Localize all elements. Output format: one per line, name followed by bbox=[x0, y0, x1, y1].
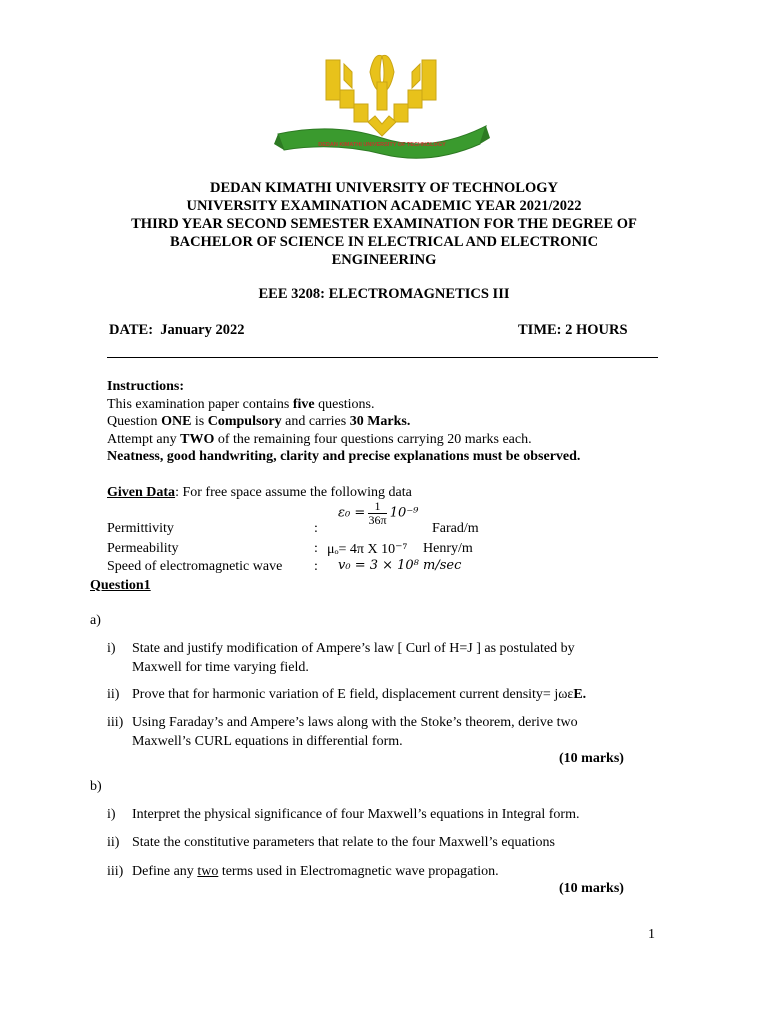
exam-title-line1: THIRD YEAR SECOND SEMESTER EXAMINATION FOR THE DEGREE OF bbox=[131, 216, 637, 232]
divider bbox=[107, 357, 658, 358]
exam-title-line3: ENGINEERING bbox=[331, 252, 437, 268]
speed-expression: v₀ = 3 × 10⁸ m/sec bbox=[338, 558, 462, 573]
exam-time: TIME: 2 HOURS bbox=[518, 322, 628, 338]
instruction-line-4: Neatness, good handwriting, clarity and precise explanations must be observed. bbox=[107, 449, 581, 464]
given-colon: : bbox=[314, 541, 318, 556]
question-item: i) State and justify modification of Ampere’s law [ Curl of H=J ] as postulated by Maxwell for time varying field. bbox=[107, 641, 575, 675]
university-logo bbox=[274, 52, 490, 168]
permittivity-unit: Farad/m bbox=[432, 521, 479, 536]
given-name: Permeability bbox=[107, 541, 179, 556]
given-data-intro bbox=[107, 485, 412, 501]
instructions-heading: Instructions: bbox=[107, 379, 185, 394]
question-1-title: Question1 bbox=[90, 578, 151, 593]
given-name: Permittivity bbox=[107, 521, 174, 536]
exam-header bbox=[0, 179, 768, 269]
exam-date bbox=[109, 322, 245, 339]
instruction-line-2: Question ONE is Compulsory and carries 30 Marks. bbox=[107, 414, 411, 429]
part-a-label: a) bbox=[90, 613, 101, 628]
question-item: iii) Using Faraday’s and Ampere’s laws along with the Stoke’s theorem, derive two Maxwell’s CURL equations in differential form. bbox=[107, 715, 578, 749]
part-b-label: b) bbox=[90, 779, 102, 794]
permeability-unit: Henry/m bbox=[423, 541, 473, 556]
question-item: iii) Define any two terms used in Electromagnetic wave propagation. bbox=[107, 864, 499, 879]
instructions bbox=[107, 378, 580, 466]
date-value: January 2022 bbox=[160, 322, 245, 338]
given-data-label: Given Data bbox=[107, 485, 176, 500]
permeability-expression: μₒ= 4π X 10⁻⁷ bbox=[327, 542, 408, 557]
logo-crest-icon bbox=[274, 52, 490, 168]
given-colon: : bbox=[314, 559, 318, 574]
page-number: 1 bbox=[648, 927, 655, 942]
given-row-permeability bbox=[107, 541, 179, 557]
instruction-line-3: Attempt any TWO of the remaining four questions carrying 20 marks each. bbox=[107, 431, 532, 447]
exam-title-line2: BACHELOR OF SCIENCE IN ELECTRICAL AND ELECTRONIC bbox=[169, 234, 599, 250]
university-name: DEDAN KIMATHI UNIVERSITY OF TECHNOLOGY bbox=[209, 180, 559, 196]
question-item: i) Interpret the physical significance of four Maxwell’s equations in Integral form. bbox=[107, 807, 580, 822]
given-row-speed bbox=[107, 559, 282, 575]
question-item: ii) Prove that for harmonic variation of E field, displacement current density= jωεE. bbox=[107, 687, 587, 702]
permittivity-fraction: $\frac{1}{36\pi}$ bbox=[368, 499, 387, 527]
permittivity-expression: ε₀ = $\frac{1}{36\pi}$ 10⁻⁹ bbox=[338, 499, 419, 527]
given-row-permittivity bbox=[107, 521, 174, 537]
question-item: ii) State the constitutive parameters that relate to the four Maxwell’s equations bbox=[107, 835, 555, 850]
given-name: Speed of electromagnetic wave bbox=[107, 559, 283, 574]
exam-year: UNIVERSITY EXAMINATION ACADEMIC YEAR 2021/2022 bbox=[186, 198, 582, 214]
part-a-marks: (10 marks) bbox=[559, 751, 624, 766]
logo-banner-text: DEDAN KIMATHI UNIVERSITY OF TECHNOLOGY bbox=[318, 142, 446, 148]
part-b-marks: (10 marks) bbox=[559, 881, 624, 896]
date-label: DATE: bbox=[109, 322, 154, 338]
course-title: EEE 3208: ELECTROMAGNETICS III bbox=[258, 286, 510, 302]
given-data-text: : For free space assume the following data bbox=[175, 485, 412, 500]
instruction-line-1: This examination paper contains five questions. bbox=[107, 396, 375, 412]
given-colon: : bbox=[314, 521, 318, 536]
